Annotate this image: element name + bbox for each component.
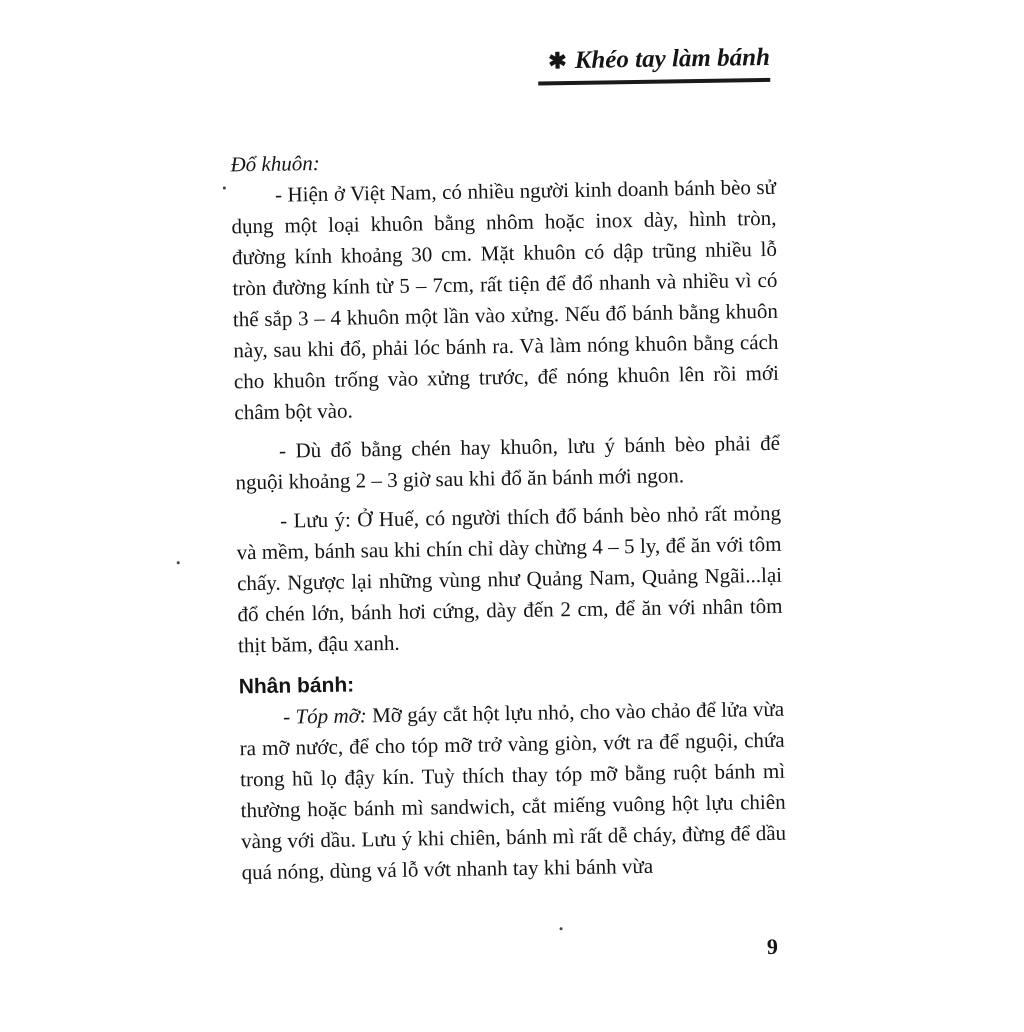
scan-speck [177, 561, 180, 564]
scan-speck [560, 927, 563, 930]
section-heading-do-khuon: Đổ khuôn: [230, 150, 320, 177]
running-header [538, 44, 771, 86]
paragraph-top-mo [239, 694, 787, 889]
page-number: 9 [766, 933, 779, 960]
paragraph: - Dù đổ bằng chén hay khuôn, lưu ý bánh bèo phải để nguội khoảng 2 – 3 giờ sau khi đổ ăn bánh mới ngon. [235, 430, 781, 495]
paragraph-lead: - Tóp mỡ: [282, 703, 368, 729]
star-icon: ✱ [548, 48, 567, 74]
paragraph-body: Mỡ gáy cắt hột lựu nhỏ, cho vào chảo để lửa vừa ra mỡ nước, để cho tóp mỡ trở vàng giòn, vớt ra để nguội, chứa trong hũ lọ đậy kín. Tuỳ thích thay tóp mỡ bằng ruột bánh mì thường hoặc bánh mì sandwich, cắt miếng vuông hột lựu chiên vàng với dầu. Lưu ý khi chiên, bánh mì rất dễ cháy, đừng để dầu quá nóng, dùng vá lỗ vớt nhanh tay khi bánh vừa [239, 696, 787, 885]
header-title-row [538, 44, 770, 76]
section-heading-nhan-banh: Nhân bánh: [238, 673, 355, 699]
scan-speck [223, 186, 226, 189]
header-title: Khéo tay làm bánh [574, 43, 771, 74]
body-text [230, 141, 787, 888]
paragraph: - Lưu ý: Ở Huế, có người thích đổ bánh bèo nhỏ rất mỏng và mềm, bánh sau khi chín chỉ dày chừng 4 – 5 ly, để ăn với tôm chấy. Ngược lại những vùng như Quảng Nam, Quảng Ngãi...lại đổ chén lớn, bánh hơi cứng, dày đến 2 cm, để ăn với nhân tôm thịt băm, đậu xanh. [236, 500, 783, 658]
header-rule [538, 78, 770, 86]
paragraph: - Hiện ở Việt Nam, có nhiều người kinh doanh bánh bèo sử dụng một loại khuôn bằng nhôm hoặc inox dày, hình tròn, đường kính khoảng 30 cm. Mặt khuôn có dập trũng nhiều lỗ tròn đường kính từ 5 – 7cm, rất tiện để đổ nhanh và nhiều vì có thể sắp 3 – 4 khuôn một lần vào xửng. Nếu đổ bánh bằng khuôn này, sau khi đổ, phải lóc bánh ra. Và làm nóng khuôn bằng cách cho khuôn trống vào xửng trước, để nóng khuôn lên rồi mới châm bột vào. [231, 174, 780, 425]
